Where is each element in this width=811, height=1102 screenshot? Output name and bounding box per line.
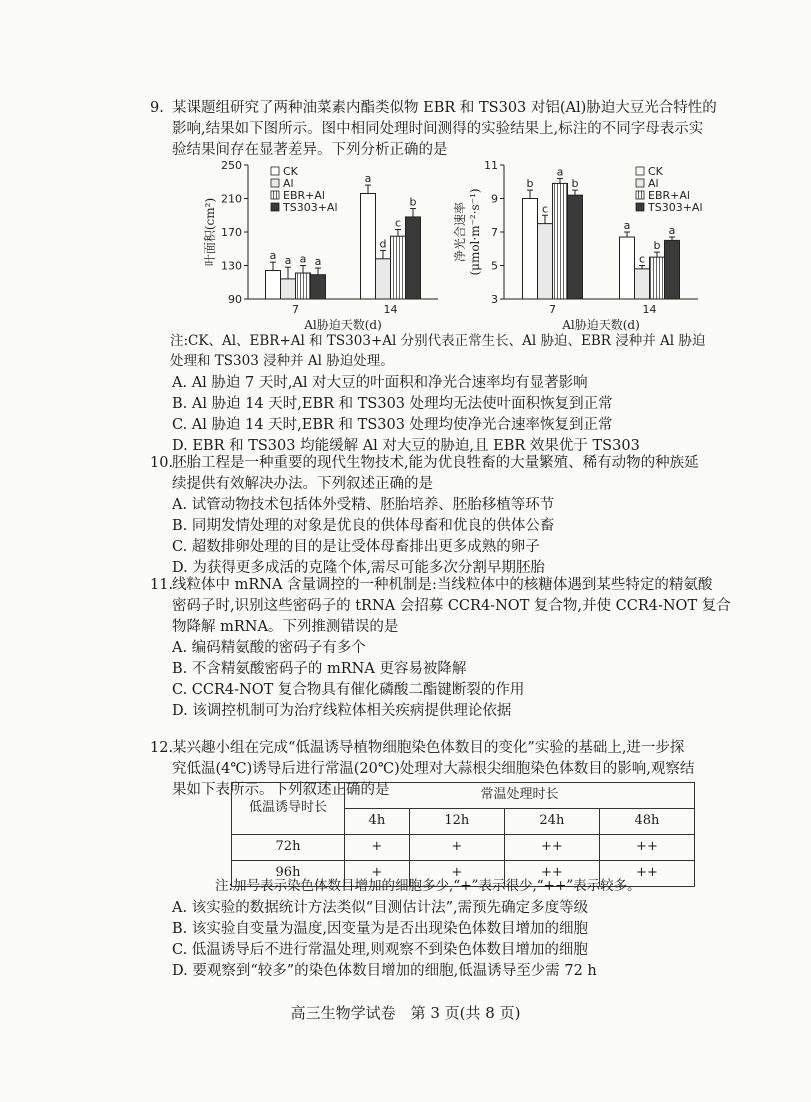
x-axis-label: Al胁迫天数(d) <box>562 318 640 332</box>
y-tick-label: 90 <box>228 293 242 306</box>
legend-swatch <box>271 167 279 175</box>
q9-option-a[interactable]: A. Al 胁迫 7 天时,Al 对大豆的叶面积和净光合速率均有显著影响 <box>172 375 588 391</box>
q9-stem-line2: 影响,结果如下图所示。图中相同处理时间测得的实验结果上,标注的不同字母表示实 <box>172 121 704 138</box>
q11-option-b[interactable]: B. 不含精氨酸密码子的 mRNA 更容易被降解 <box>172 661 467 678</box>
significance-letter: a <box>623 219 631 232</box>
legend-swatch <box>271 179 279 187</box>
q12-option-d[interactable]: D. 要观察到“较多”的染色体数目增加的细胞,低温诱导至少需 72 h <box>172 963 597 980</box>
significance-letter: b <box>526 177 534 191</box>
q10-option-b[interactable]: B. 同期发情处理的对象是优良的供体母畜和优良的供体公畜 <box>172 518 555 535</box>
legend-label: EBR+Al <box>283 189 325 202</box>
y-tick-label: 170 <box>221 226 242 239</box>
legend-swatch <box>636 179 644 187</box>
q11-stem-line3: 物降解 mRNA。下列推测错误的是 <box>172 619 399 636</box>
y-tick-label: 11 <box>484 159 498 172</box>
bar-ebr-al <box>553 183 568 299</box>
table-col-header: 12h <box>409 809 504 835</box>
significance-letter: b <box>571 177 579 191</box>
bar-ck <box>523 199 538 300</box>
page-footer: 高三生物学试卷 第 3 页(共 8 页) <box>290 1004 521 1022</box>
table-col-header: 48h <box>599 809 694 835</box>
leaf-area-chart <box>188 157 448 337</box>
q11-option-d[interactable]: D. 该调控机制可为治疗线粒体相关疾病提供理论依据 <box>172 703 512 720</box>
q10-stem-line2: 续提供有效解决办法。下列叙述正确的是 <box>172 476 433 493</box>
question-10 <box>150 453 755 579</box>
legend-label: TS303+Al <box>648 201 703 214</box>
significance-letter: d <box>379 237 387 251</box>
significance-letter: a <box>299 252 307 266</box>
table-cell: + <box>345 861 410 887</box>
q11-stem: 11.线粒体中 mRNA 含量调控的一种机制是:当线粒体中的核糖体遇到某些特定的精氨酸 <box>150 575 755 596</box>
table-cell: ++ <box>504 835 599 861</box>
table-row-label: 96h <box>232 861 345 887</box>
q12-stem: 12.某兴趣小组在完成“低温诱导植物细胞染色体数目的变化”实验的基础上,进一步探 <box>150 738 755 759</box>
significance-letter: c <box>394 216 402 230</box>
q12-option-b[interactable]: B. 该实验自变量为温度,因变量为是否出现染色体数目增加的细胞 <box>172 921 588 938</box>
bar-ts303-al <box>311 275 326 299</box>
legend-label: Al <box>648 177 659 190</box>
q9-stem-line3: 验结果间存在显著差异。下列分析正确的是 <box>172 142 448 159</box>
significance-letter: a <box>556 165 564 179</box>
legend-label: CK <box>648 165 663 178</box>
x-tick-label: 7 <box>549 303 556 316</box>
table-row <box>232 835 695 861</box>
q12-stem-line2: 究低温(4℃)诱导后进行常温(20℃)处理对大蒜根尖细胞染色体数目的影响,观察结 <box>172 761 695 778</box>
bar-ck <box>361 193 376 299</box>
q9-note-line1: 注:CK、Al、EBR+Al 和 TS303+Al 分别代表正常生长、Al 胁迫、EBR 浸种并 Al 胁迫 <box>170 333 706 349</box>
q12-option-a[interactable]: A. 该实验的数据统计方法类似“目测估计法”,需预先确定多度等级 <box>172 900 589 916</box>
y-tick-label: 250 <box>221 159 242 172</box>
table-col-header: 4h <box>345 809 410 835</box>
q9-number: 9. <box>150 100 164 116</box>
y-axis-label: 叶面积(cm²) <box>203 197 217 267</box>
y-tick-label: 9 <box>491 192 498 206</box>
legend-label: EBR+Al <box>648 189 690 202</box>
table-corner: 低温诱导时长 <box>232 783 345 835</box>
q10-number: 10. <box>150 455 174 471</box>
q11-stem-line2: 密码子时,识别这些密码子的 tRNA 会招募 CCR4-NOT 复合物,并使 CCR4-NOT 复合 <box>172 598 731 615</box>
legend-label: Al <box>283 177 294 190</box>
y-axis-label-unit: (μmol·m⁻²·s⁻¹) <box>468 188 482 276</box>
legend-swatch <box>271 191 279 199</box>
q12-table <box>231 782 695 887</box>
y-tick-label: 5 <box>491 259 498 273</box>
table-header-row <box>232 783 695 809</box>
table-col-header: 24h <box>504 809 599 835</box>
bar-ck <box>266 271 281 299</box>
significance-letter: c <box>638 252 646 266</box>
question-9 <box>150 98 755 161</box>
q10-option-c[interactable]: C. 超数排卵处理的目的是让受体母畜排出更多成熟的卵子 <box>172 539 540 556</box>
table-cell: + <box>409 835 504 861</box>
q9-note <box>170 332 755 371</box>
q9-stem: 9. 某课题组研究了两种油菜素内酯类似物 EBR 和 TS303 对铝(Al)胁迫大豆光合特性的 <box>150 98 755 119</box>
y-tick-label: 130 <box>221 259 242 273</box>
bar-al <box>376 259 391 299</box>
bar-al <box>538 224 553 299</box>
q9-charts <box>188 157 708 337</box>
q9-note-line2: 处理和 TS303 浸种并 Al 胁迫处理。 <box>170 352 394 369</box>
y-tick-label: 7 <box>491 226 498 239</box>
significance-letter: a <box>269 249 277 263</box>
legend-swatch <box>636 203 644 211</box>
q9-option-d[interactable]: D. EBR 和 TS303 均能缓解 Al 对大豆的胁迫,且 EBR 效果优于 TS303 <box>172 438 640 455</box>
bar-ck <box>620 237 635 299</box>
legend-swatch <box>271 203 279 211</box>
x-tick-label: 14 <box>383 303 398 316</box>
q10-option-a[interactable]: A. 试管动物技术包括体外受精、胚胎培养、胚胎移植等环节 <box>172 497 555 514</box>
table-cell: ++ <box>599 861 694 887</box>
bar-al <box>635 269 650 299</box>
legend-swatch <box>636 167 644 175</box>
bar-al <box>281 279 296 299</box>
significance-letter: c <box>541 202 549 216</box>
table-cell: ++ <box>599 835 694 861</box>
legend-label: TS303+Al <box>283 201 338 214</box>
bar-ts303-al <box>406 217 421 299</box>
q12-options <box>172 898 757 982</box>
bar-ebr-al <box>296 273 311 299</box>
y-tick-label: 3 <box>491 293 498 306</box>
bar-ts303-al <box>568 195 583 299</box>
photosynthesis-rate-chart <box>448 157 708 337</box>
table-cell: + <box>409 861 504 887</box>
question-11 <box>150 575 755 722</box>
q11-number: 11. <box>150 577 174 593</box>
q12-stem-line3: 果如下表所示。下列叙述正确的是 <box>172 782 390 799</box>
table-cell: ++ <box>504 861 599 887</box>
table-row-label: 72h <box>232 835 345 861</box>
q10-option-d[interactable]: D. 为获得更多成活的克隆个体,需尽可能多次分割早期胚胎 <box>172 560 545 577</box>
q9-option-b[interactable]: B. Al 胁迫 14 天时,EBR 和 TS303 处理均无法使叶面积恢复到正常 <box>172 396 613 413</box>
q9-options <box>172 373 757 457</box>
significance-letter: b <box>409 195 417 209</box>
table-group-header: 常温处理时长 <box>345 783 695 809</box>
bar-ebr-al <box>391 236 406 299</box>
q12-number: 12. <box>150 740 174 756</box>
y-tick-label: 210 <box>221 192 242 206</box>
bar-ebr-al <box>650 257 665 299</box>
significance-letter: a <box>314 255 322 269</box>
q11-option-a[interactable]: A. 编码精氨酸的密码子有多个 <box>172 640 366 657</box>
significance-letter: a <box>364 172 372 186</box>
significance-letter: a <box>284 254 292 268</box>
bar-ts303-al <box>665 240 680 299</box>
q9-option-c[interactable]: C. Al 胁迫 14 天时,EBR 和 TS303 处理均使净光合速率恢复到正常 <box>172 417 613 434</box>
significance-letter: a <box>668 224 676 238</box>
legend-label: CK <box>283 165 298 178</box>
x-axis-label: Al胁迫天数(d) <box>304 318 382 332</box>
legend-swatch <box>636 191 644 199</box>
q11-option-c[interactable]: C. CCR4-NOT 复合物具有催化磷酸二酯键断裂的作用 <box>172 682 525 699</box>
y-axis-label: 净光合速率 <box>453 201 467 263</box>
x-tick-label: 14 <box>642 303 657 316</box>
table-cell: + <box>345 835 410 861</box>
q12-note: 注:加号表示染色体数目增加的细胞多少,“+”表示很少,“++”表示较多。 <box>215 878 641 894</box>
x-tick-label: 7 <box>292 303 299 316</box>
q12-option-c[interactable]: C. 低温诱导后不进行常温处理,则观察不到染色体数目增加的细胞 <box>172 942 588 959</box>
q10-stem: 10.胚胎工程是一种重要的现代生物技术,能为优良牲畜的大量繁殖、稀有动物的种族延 <box>150 453 755 474</box>
significance-letter: b <box>653 239 661 253</box>
